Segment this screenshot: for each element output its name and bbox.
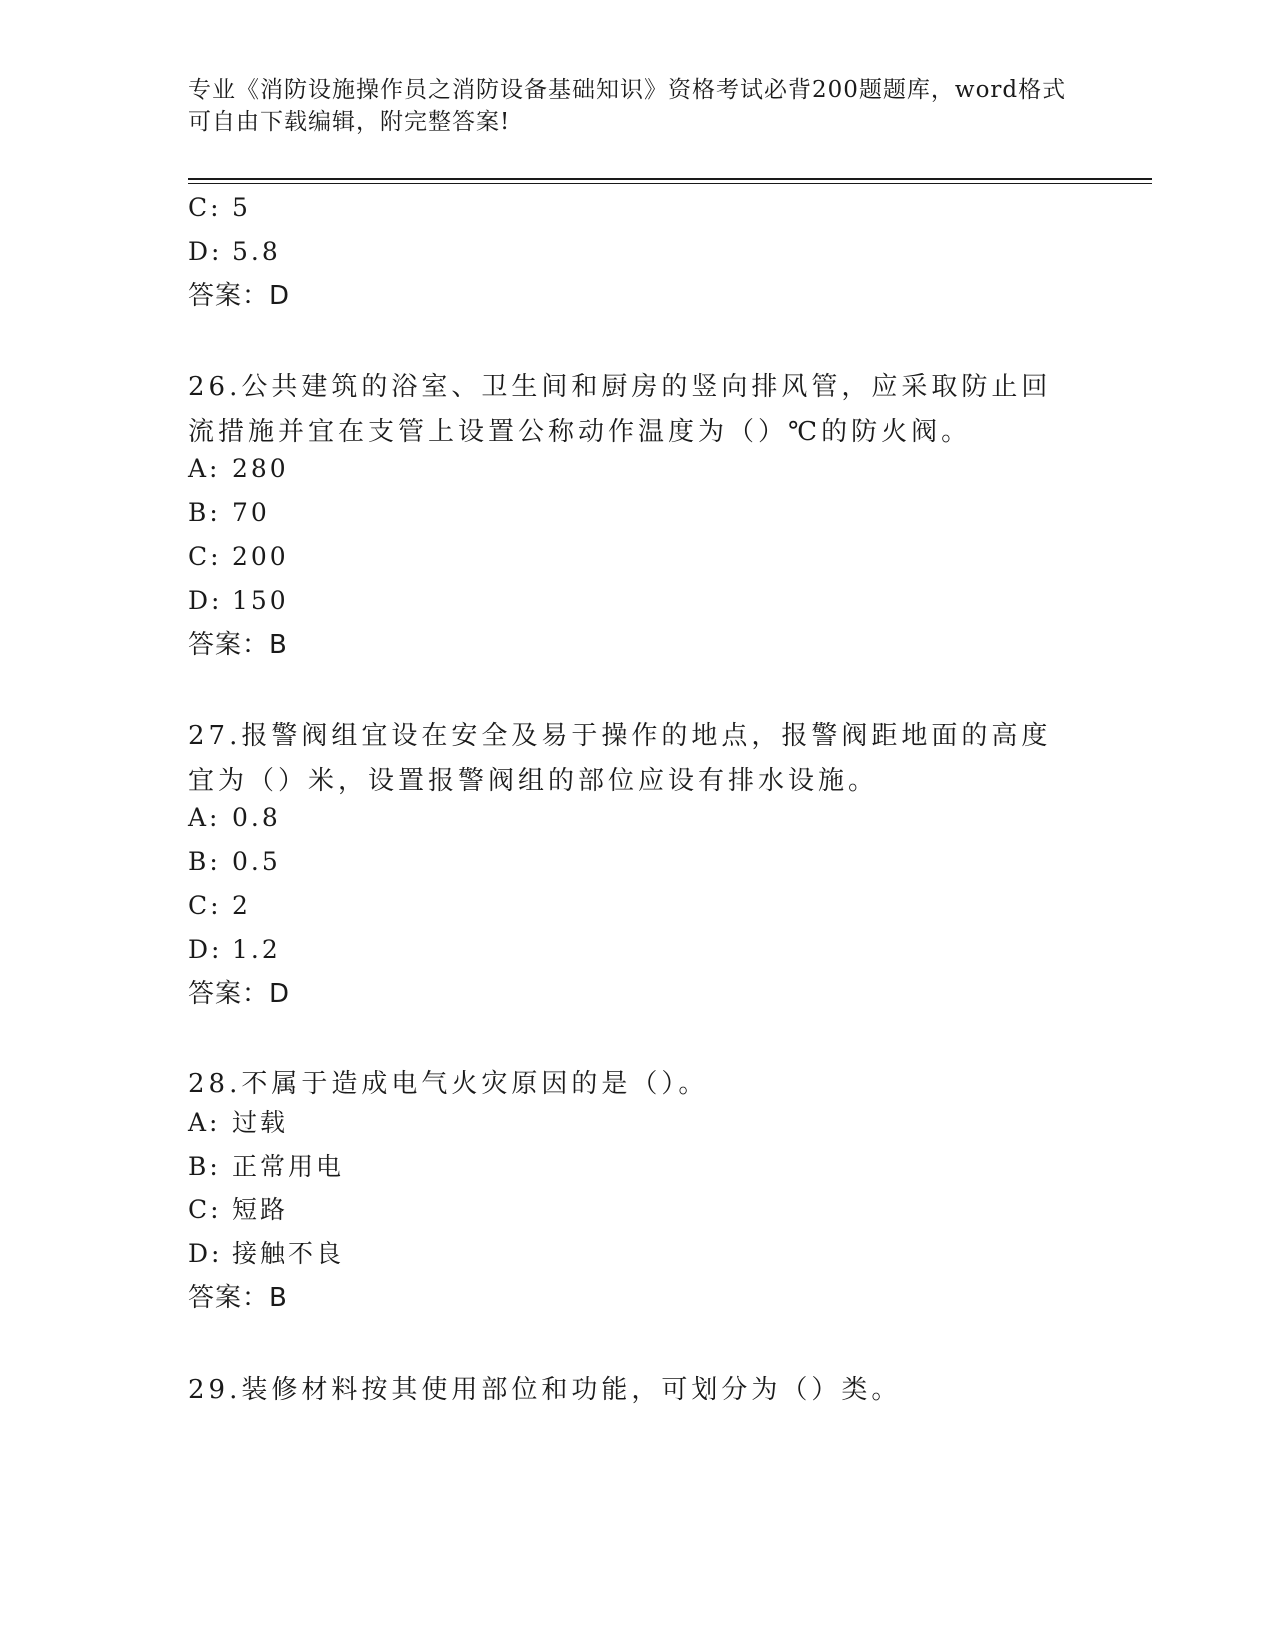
answer-line: 答案：B: [188, 630, 288, 660]
option-c: C: 2: [188, 891, 251, 920]
question-stem: 28.不属于造成电气火灾原因的是（）。: [188, 1069, 709, 1099]
option-a: A: 280: [188, 454, 289, 483]
question-stem: 26.公共建筑的浴室、卫生间和厨房的竖向排风管，应采取防止回流措施并宜在支管上设置公称动作温度为（）℃的防火阀。: [188, 372, 1052, 447]
option-b: B: 0.5: [188, 847, 281, 876]
option-c: C: 200: [188, 542, 289, 571]
answer-line: 答案：D: [188, 281, 291, 311]
option-c: C: 5: [188, 193, 251, 222]
option-d: D: 150: [188, 586, 289, 615]
option-c: C: 短路: [188, 1195, 289, 1224]
option-b: B: 正常用电: [188, 1152, 345, 1181]
option-a: A: 0.8: [188, 803, 281, 832]
header-rule-thin: [188, 183, 1152, 184]
question-stem: 29.装修材料按其使用部位和功能，可划分为（）类。: [188, 1375, 902, 1405]
option-d: D: 1.2: [188, 935, 281, 964]
header-rule-thick: [188, 178, 1152, 180]
question-stem: 27.报警阀组宜设在安全及易于操作的地点，报警阀距地面的高度宜为（）米，设置报警阀组的部位应设有排水设施。: [188, 721, 1052, 796]
option-d: D: 5.8: [188, 237, 281, 266]
option-d: D: 接触不良: [188, 1239, 345, 1268]
option-b: B: 70: [188, 498, 270, 527]
option-a: A: 过载: [188, 1108, 289, 1137]
answer-line: 答案：B: [188, 1283, 288, 1313]
document-header: 专业《消防设施操作员之消防设备基础知识》资格考试必背200题题库，word格式可自由下载编辑，附完整答案!: [188, 77, 1067, 135]
answer-line: 答案：D: [188, 979, 291, 1009]
